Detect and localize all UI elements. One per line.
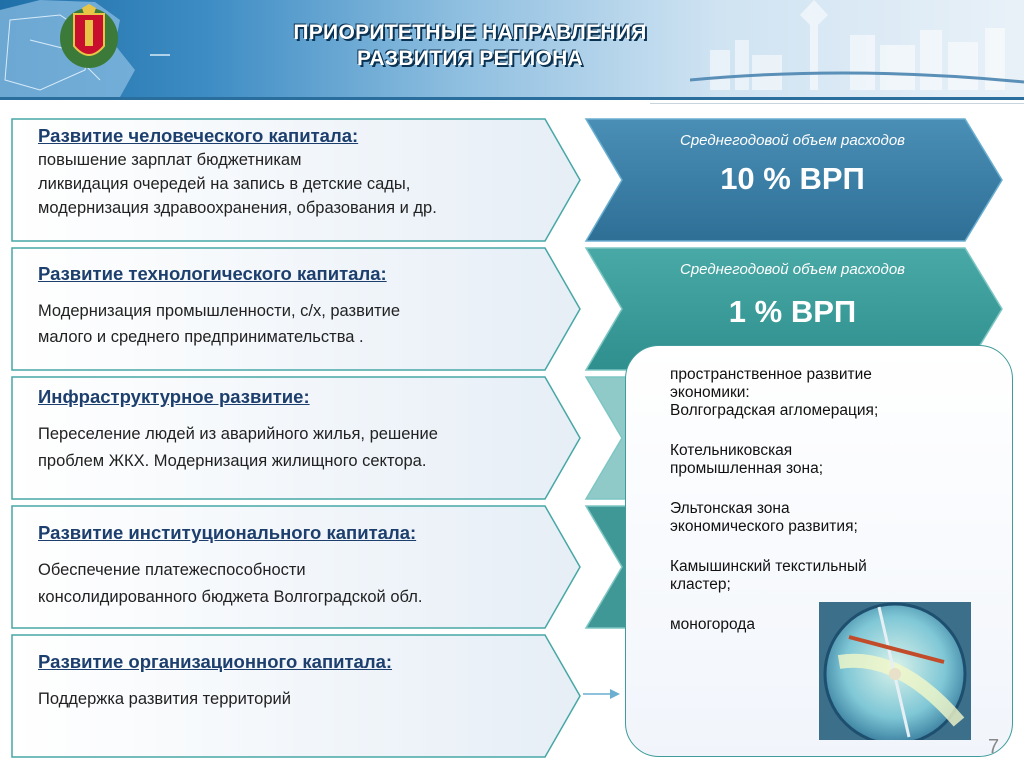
direction-heading: Инфраструктурное развитие: <box>38 386 310 407</box>
compass-icon <box>819 602 971 740</box>
direction-item-5 <box>38 650 392 713</box>
spending-2 <box>630 261 955 330</box>
spending-value: 10 % ВРП <box>720 161 865 196</box>
list-item: пространственное развитие экономики: Волгоградская агломерация; <box>670 366 879 419</box>
connector-arrow-head <box>610 689 620 699</box>
spending-label: Среднегодовой объем расходов <box>679 132 905 149</box>
list-item: моногорода <box>670 616 755 633</box>
direction-heading: Развитие организационного капитала: <box>38 651 393 672</box>
direction-item-4 <box>38 521 422 611</box>
direction-item-3 <box>38 385 438 475</box>
list-item: Эльтонская зона экономического развития; <box>670 500 858 535</box>
direction-heading: Развитие человеческого капитала: <box>38 125 359 146</box>
spending-1 <box>630 132 955 197</box>
direction-item-2 <box>38 262 400 350</box>
title-line-1: ПРИОРИТЕТНЫЕ НАПРАВЛЕНИЯ <box>293 21 647 44</box>
page-number: 7 <box>988 736 1000 758</box>
direction-body: Модернизация промышленности, с/х, развитие малого и среднего предпринимательства . <box>38 302 401 346</box>
direction-body: Обеспечение платежеспособности консолидированного бюджета Волгоградской обл. <box>38 561 423 606</box>
spending-label: Среднегодовой объем расходов <box>679 261 905 278</box>
direction-body: Переселение людей из аварийного жилья, решение проблем ЖКХ. Модернизация жилищного сектора. <box>38 425 438 470</box>
direction-body: Поддержка развития территорий <box>38 690 291 708</box>
direction-item-1 <box>38 124 437 220</box>
title-line-2: РАЗВИТИЯ РЕГИОНА <box>356 47 584 70</box>
direction-heading: Развитие технологического капитала: <box>38 263 387 284</box>
direction-body: повышение зарплат бюджетникам ликвидация очередей на запись в детские сады, модернизация здравоохранения, образования и др. <box>38 151 437 217</box>
spending-value: 1 % ВРП <box>728 294 857 329</box>
direction-heading: Развитие институционального капитала: <box>38 522 417 543</box>
list-item: Котельниковская промышленная зона; <box>670 442 824 477</box>
list-item: Камышинский текстильный кластер; <box>670 558 867 593</box>
